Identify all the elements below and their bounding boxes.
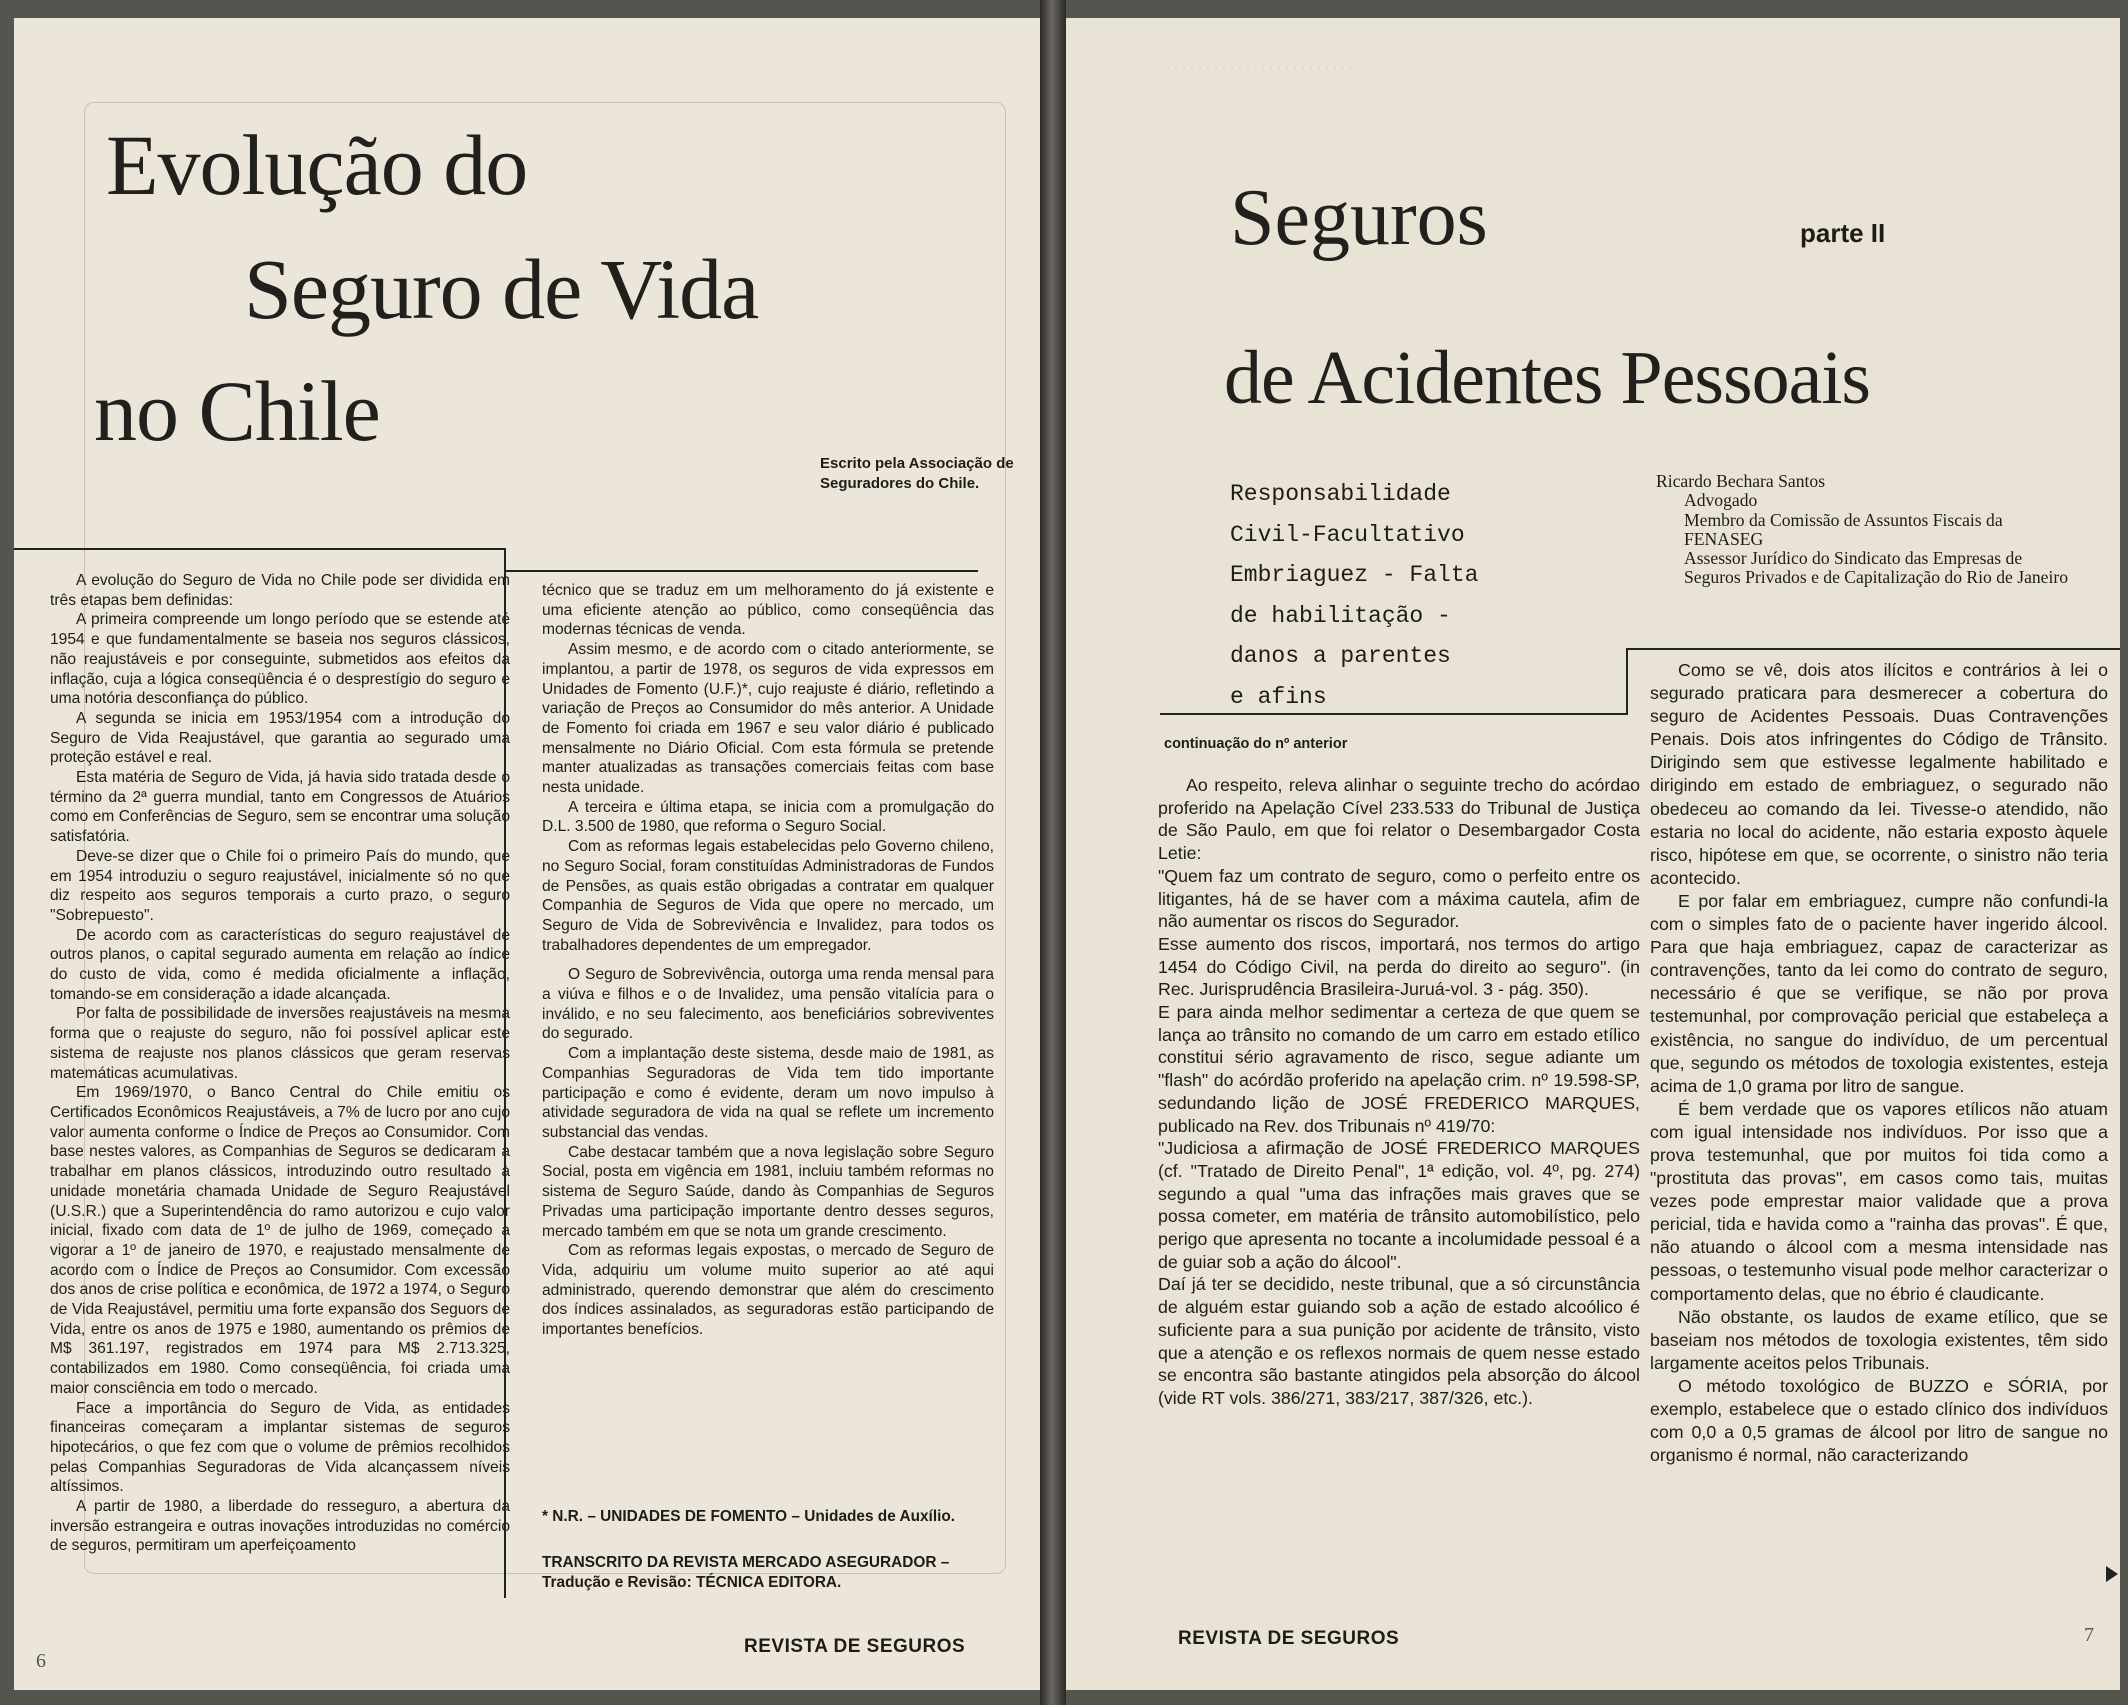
footnote-block [542,1507,994,1593]
paragraph: Como se vê, dois atos ilícitos e contrários à lei o segurado praticara para desmerecer a cobertura do seguro de Acidentes Pessoais. Duas Contravenções Penais. Dois atos infringentes do Código de Trânsito. Dirigindo sem que estivesse legalmente habilitado e dirigindo em estado de embriaguez, o segurado não obedeceu ao comando da lei. Tivesse-o atendido, não estaria no local do acidente, não estaria exposto àquele risco, hipótese em que, se ocorrente, o sinistro não teria acontecido. [1650,660,2108,888]
article-title-line-1: Seguros [1230,174,1488,262]
quote-paragraph: "Judiciosa a afirmação de JOSÉ FREDERICO MARQUES (cf. "Tratado de Direito Penal", 1ª edição, vol. 4º, pg. 274) segundo a qual "uma das infrações mais graves que se possa cometer, em matéria de trânsito automobilístico, pelo perigo que apresenta no tocante a incolumidade pessoal é a de guiar sob a ação do álcool". [1158,1138,1640,1272]
topic-line: e afins [1230,683,1327,710]
magazine-footer: REVISTA DE SEGUROS [1178,1628,1400,1649]
paragraph: O Seguro de Sobrevivência, outorga uma renda mensal para a viúva e filhos e o de Invalidez, uma pensão vitalícia para o inválido, e no seu falecimento, aos beneficiários sobreviventes do segurado. [542,966,994,1043]
topic-line: danos a parentes [1230,643,1451,669]
corner-rule [1626,648,1628,713]
paragraph: Ao respeito, releva alinhar o seguinte trecho do acórdao proferido na Apelação Cível 233.533 do Tribunal de Justiça de São Paulo, em que foi relator o Desembargador Costa Letie: [1158,775,1640,864]
author-role: Advogado [1684,490,1758,511]
paragraph: Em 1969/1970, o Banco Central do Chile emitiu os Certificados Econômicos Reajustáveis, a 7% de lucro por ano cujo valor aumenta conforme o Índice de Preços ao Consumidor. Com base nestes valores, as Companhias de Seguros se dedicaram a trabalhar em planos clássicos, introduzindo outro resultado à unidade monetária chamada Unidade de Seguro Reajustável (U.S.R.) que a Superintendência do ramo autorizou e cujo valor inicial, fixado com data de 1º de julho de 1969, começado a vigorar a 1º de janeiro de 1970, e reajustado mensalmente de acordo com o Índice de Preços ao Consumidor. Com excessão dos anos de crise política e econômica, de 1972 a 1974, o Seguro de Vida Reajustável, permitiu uma forte expansão dos Seguors de Vida, entre os anos de 1975 e 1980, aumentando os prêmios de M$ 361.197, registrados em 1974 para M$ 2.713.325, contabilizados em 1980. Como conseqüência, foi criada uma maior consciência em todo o mercado. [50,1084,510,1397]
right-article-column-1 [1158,774,1640,1410]
paragraph: E por falar em embriaguez, cumpre não confundi-la com o simples fato de o paciente haver ingerido álcool. Para que haja embriaguez, capaz de caracterizar as contravenções, tanto da lei como do contrato de seguro, necessário é que se verifique, se não por prova testemunhal, por comprovação pericial que estabeleça a existência, no sangue do indivíduo, de um percentual que, segundo os métodos de toxologia existentes, esteja acima de 1,0 grama por litro de sangue. [1650,890,2108,1096]
paragraph: Deve-se dizer que o Chile foi o primeiro País do mundo, que em 1954 introduziu o seguro reajustável, inicialmente só no que diz respeito aos seguros temporais a curto prazo, o seguro "Sobrepuesto". [50,847,510,924]
author-role: Membro da Comissão de Assuntos Fiscais da FENASEG [1684,509,2003,549]
topic-line: de habilitação - [1230,602,1451,629]
left-divider [14,548,504,550]
footnote: * N.R. – UNIDADES DE FOMENTO – Unidades de Auxílio. [542,1508,956,1525]
author-role: Assessor Jurídico do Sindicato das Empresas de Seguros Privados e de Capitalização do Rio de Janeiro [1684,548,2069,588]
page-number: 6 [36,1650,46,1672]
left-article-column-2 [542,581,994,1340]
paragraph: A primeira compreende um longo período que se estende até 1954 e que fundamentalmente se baseia nos seguros clássicos, não reajustáveis e por conseguinte, submetidos aos efeitos da inflação, cuja a lógica conseqüência é o desprestígio do seguro e uma notória desconfiança do público. [50,611,510,708]
paragraph: Assim mesmo, e de acordo com o citado anteriormente, se implantou, a partir de 1978, os seguros de vida expressos em Unidades de Fomento (U.F.)*, cujo reajuste é diário, refletindo a variação de Preços ao Consumidor do mês anterior. A Unidade de Fomento foi criada em 1967 e seu valor diário é publicado mensalmente no Diário Oficial. Com esta fórmula se pretende manter atualizadas as transações comerciais feitas com base nesta unidade. [542,641,994,797]
paragraph: Com as reformas legais expostas, o mercado de Seguro de Vida, adquiriu um volume muito superior ao até aqui administrado, querendo demonstrar que além do crescimento dos índices assinalados, as seguradoras estão participando de importantes benefícios. [542,1242,994,1339]
column2-divider [506,570,978,572]
paragraph: A evolução do Seguro de Vida no Chile pode ser dividida em três etapas bem definidas: [50,572,510,609]
author-name: Ricardo Bechara Santos [1656,471,1826,491]
book-gutter [1040,0,1066,1705]
paragraph: É bem verdade que os vapores etílicos não atuam com igual intensidade nos indivíduos. Por isso que a prova testemunhal, que por muitos foi tida como a "prostituta das provas", em casos como tais, muitas vezes pode emprestar maior validade que a prova pericial, tida e havida como a "rainha das provas". É que, não atuando o álcool com a mesma intensidade nas pessoas, o testemunho visual pode melhor caracterizar o comportamento delas, que no ébrio é claudicante. [1650,1098,2108,1304]
article-part: parte II [1800,218,1886,248]
paragraph: Por falta de possibilidade de inversões reajustáveis na mesma forma que o reajuste do seguro, não foi possível aplicar este sistema de reajuste nos planos clássicos que geram reservas matemáticas acumulativas. [50,1005,510,1082]
paragraph: O método toxológico de BUZZO e SÓRIA, por exemplo, estabelece que o estado clínico dos indivíduos com 0,0 a 0,5 gramas de álcool por litro de sangue no organismo é normal, não caracterizando [1650,1375,2108,1466]
article-byline: Escrito pela Associação de Seguradores do Chile. [820,455,1014,492]
paragraph: A terceira e última etapa, se inicia com a promulgação do D.L. 3.500 de 1980, que reforma o Seguro Social. [542,798,994,836]
paragraph: Com a implantação deste sistema, desde maio de 1981, as Companhias Seguradoras de Vida tem tido importante participação e como é evidente, deram um novo impulso à atividade seguradora de vida na qual se reflete um incremento substancial das vendas. [542,1045,994,1141]
transcription-note: TRANSCRITO DA REVISTA MERCADO ASEGURADOR – Tradução e Revisão: TÉCNICA EDITORA. [542,1554,950,1591]
topic-line: Responsabilidade [1230,481,1451,507]
magazine-footer: REVISTA DE SEGUROS [744,1636,966,1657]
author-block [1656,472,2076,588]
right-article-column-2 [1650,659,2108,1467]
quote-paragraph: Daí já ter se decidido, neste tribunal, que a só circunstância de alguém estar guiando sob a ação de estado alcoólico é suficiente para a sua punição por acidente de trânsito, visto que a atenção e os reflexos normais de quem nesse estado se encontra são bastante atingidos pela absorção do álcool (vide RT vols. 386/271, 383/217, 387/326, etc.). [1158,1274,1640,1408]
right-page [1066,18,2120,1690]
article-topics [1230,474,1540,717]
quote-paragraph: "Quem faz um contrato de seguro, como o perfeito entre os litigantes, há de se haver com a máxima cautela, afim de não aumentar os riscos do Segurador. [1158,865,1640,932]
top-right-rule [1626,648,2120,650]
paragraph: Face a importância do Seguro de Vida, as entidades financeiras começaram a implantar sistemas de seguros hipotecários, o que fez com que o volume de prêmios recolhidos pelas Companhias Seguradoras de Vida alcançassem níveis altíssimos. [50,1399,510,1496]
column1-divider [1160,713,1628,715]
paragraph: E para ainda melhor sedimentar a certeza de que quem se lança ao trânsito no comando de um carro em estado etílico constitui sério agravamento de risco, segue adiante um "flash" do acórdão proferido na apelação crim. nº 19.598-SP, sedundando lição de JOSÉ FREDERICO MARQUES, publicado na Rev. dos Tribunais nº 419/70: [1158,1002,1640,1136]
paragraph: De acordo com as características do seguro reajustável de outros planos, o capital segurado aumenta em relação ao índice do custo de vida, como é medida oficialmente a inflação, tomando-se em consideração a idade alcançada. [50,926,510,1003]
continuation-note: continuação do nº anterior [1164,736,1348,752]
paragraph: Cabe destacar também que a nova legislação sobre Seguro Social, posta em vigência em 1981, incluiu também reformas no sistema de Seguro Saúde, dando às Companhias de Seguros Privadas uma participação importante dentro desses seguros, mercado também em que se nota um grande crescimento. [542,1143,994,1240]
page-number: 7 [2084,1624,2094,1646]
article-title-line-3: no Chile [94,363,380,459]
article-title-line-2: Seguro de Vida [244,241,759,337]
paragraph: técnico que se traduz em um melhoramento do já existente e uma eficiente atenção ao público, como conseqüência das modernas técnicas de venda. [542,582,994,639]
topic-line: Civil-Facultativo [1230,521,1465,548]
left-page [14,18,1040,1690]
left-article-column-1 [50,571,510,1556]
paragraph: Não obstante, os laudos de exame etílico, que se baseiam nos métodos de toxologia existentes, têm sido largamente aceitos pelos Tribunais. [1650,1306,2108,1373]
paragraph: Com as reformas legais estabelecidas pelo Governo chileno, no Seguro Social, foram constituídas Administradoras de Fundos de Pensões, as quais estão obrigadas a contratar em qualquer Companhia de Seguros de Vida que opere no mercado, um Seguro de Vida de Sobrevivência e Invalidez, para todos os trabalhadores dependentes de um empregador. [542,838,994,954]
paragraph: Esta matéria de Seguro de Vida, já havia sido tratada desde o término da 2ª guerra mundial, tanto em Congressos de Atuários como em Conferências de Seguro, sem se encontrar uma solução satisfatória. [50,769,510,846]
article-title-line-2: de Acidentes Pessoais [1224,336,1871,420]
topic-line: Embriaguez - Falta [1230,562,1479,588]
continue-arrow-icon [2106,1566,2118,1582]
quote-paragraph: Esse aumento dos riscos, importará, nos termos do artigo 1454 do Código Civil, na perda do direito ao seguro". (in Rec. Jurisprudência Brasileira-Juruá-vol. 3 - pág. 350). [1158,933,1640,1000]
article-title-line-1: Evolução do [106,117,528,213]
paragraph: A segunda se inicia em 1953/1954 com a introdução do Seguro de Vida Reajustável, que garantia ao segurado uma proteção estável e real. [50,709,510,767]
paragraph: A partir de 1980, a liberdade do resseguro, a abertura da inversão estrangeira e outras inovações introduzidas no comércio de seguros, permitiram um aperfeiçoamento [50,1498,510,1555]
bleed-through-text: · · · · · · · · · · · · · · · · · · · · · · · · [1166,59,1353,74]
